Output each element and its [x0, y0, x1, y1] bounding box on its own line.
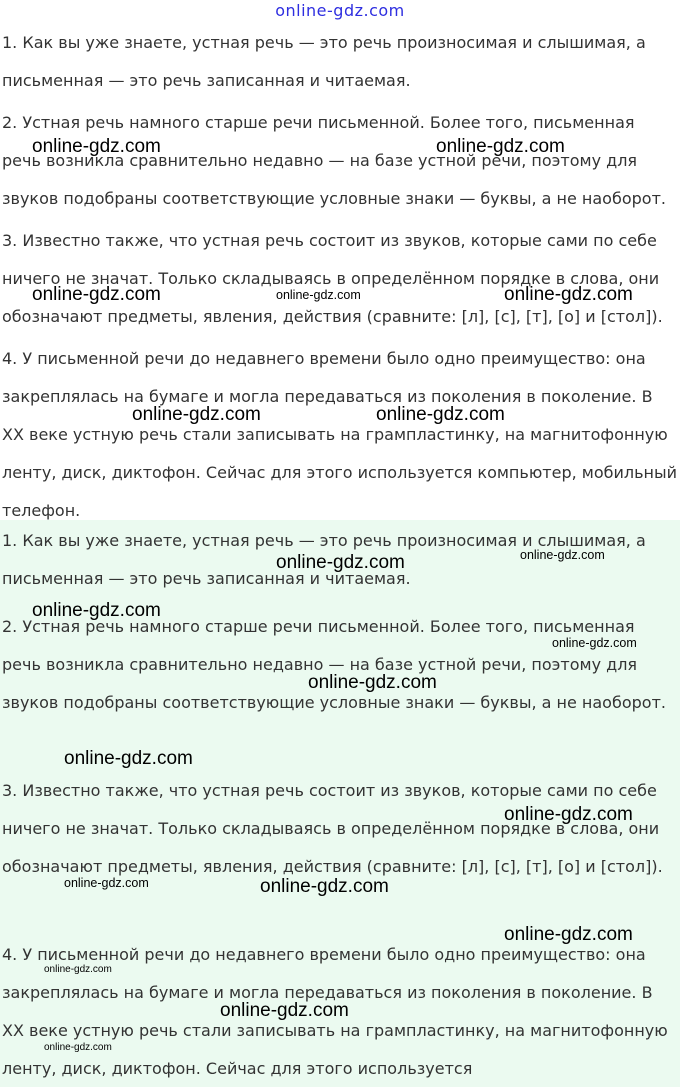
watermark: online-gdz.com	[32, 136, 161, 157]
watermark: online-gdz.com	[552, 636, 637, 650]
answer-paragraph-3: 3. Известно также, что устная речь состоит из звуков, которые сами по себе ничего не значат. Только складываясь в определённом порядке в слова, они обозначают предметы, явления, действия (сравните: [л], [с], [т], [о] и [стол]).	[2, 781, 663, 876]
original-paragraph-4: 4. У письменной речи до недавнего времени было одно преимущество: она закреплялась на бумаге и могла передаваться из поколения в поколение. В XX веке устную речь стали записывать на грампластинку, на магнитофонную ленту, диск, диктофон. Сейчас для этого используется компьютер, мобильный телефон.	[2, 349, 678, 520]
watermark: online-gdz.com	[276, 288, 361, 302]
watermark: online-gdz.com	[376, 404, 505, 425]
original-text-section	[0, 0, 680, 520]
watermark: online-gdz.com	[308, 672, 437, 693]
site-watermark: online-gdz.com	[275, 1, 405, 20]
watermark: online-gdz.com	[64, 748, 193, 769]
original-paragraph-2: 2. Устная речь намного старше речи письменной. Более того, письменная речь возникла сравнительно недавно — на базе устной речи, поэтому для звуков подобраны соответствующие условные знаки — буквы, а не наоборот.	[2, 113, 666, 208]
answer-paragraph-2: 2. Устная речь намного старше речи письменной. Более того, письменная речь возникла сравнительно недавно — на базе устной речи, поэтому для звуков подобраны соответствующие условные знаки — буквы, а не наоборот.	[2, 617, 666, 712]
watermark: online-gdz.com	[260, 876, 389, 897]
watermark: online-gdz.com	[504, 924, 633, 945]
watermark: online-gdz.com	[44, 964, 112, 975]
watermark: online-gdz.com	[132, 404, 261, 425]
watermark: online-gdz.com	[504, 804, 633, 825]
watermark: online-gdz.com	[276, 552, 405, 573]
watermark: online-gdz.com	[64, 876, 149, 890]
watermark: online-gdz.com	[44, 1042, 112, 1053]
watermark: online-gdz.com	[436, 136, 565, 157]
watermark: online-gdz.com	[520, 548, 605, 562]
watermark: online-gdz.com	[32, 600, 161, 621]
original-paragraph-3: 3. Известно также, что устная речь состоит из звуков, которые сами по себе ничего не значат. Только складываясь в определённом порядке в слова, они обозначают предметы, явления, действия (сравните: [л], [с], [т], [о] и [стол]).	[2, 231, 663, 326]
original-paragraph-1: 1. Как вы уже знаете, устная речь — это речь произносимая и слышимая, а письменная — это речь записанная и читаемая.	[2, 33, 646, 90]
watermark: online-gdz.com	[504, 284, 633, 305]
watermark: online-gdz.com	[220, 1000, 349, 1021]
answer-paragraph-1: 1. Как вы уже знаете, устная речь — это речь произносимая и слышимая, а письменная — это речь записанная и читаемая.	[2, 531, 646, 588]
watermark: online-gdz.com	[32, 284, 161, 305]
answer-paragraph-4: 4. У письменной речи до недавнего времени было одно преимущество: она закреплялась на бумаге и могла передаваться из поколения в поколение. В XX веке устную речь стали записывать на грампластинку, на магнитофонную ленту, диск, диктофон. Сейчас для этого используется	[2, 945, 668, 1078]
